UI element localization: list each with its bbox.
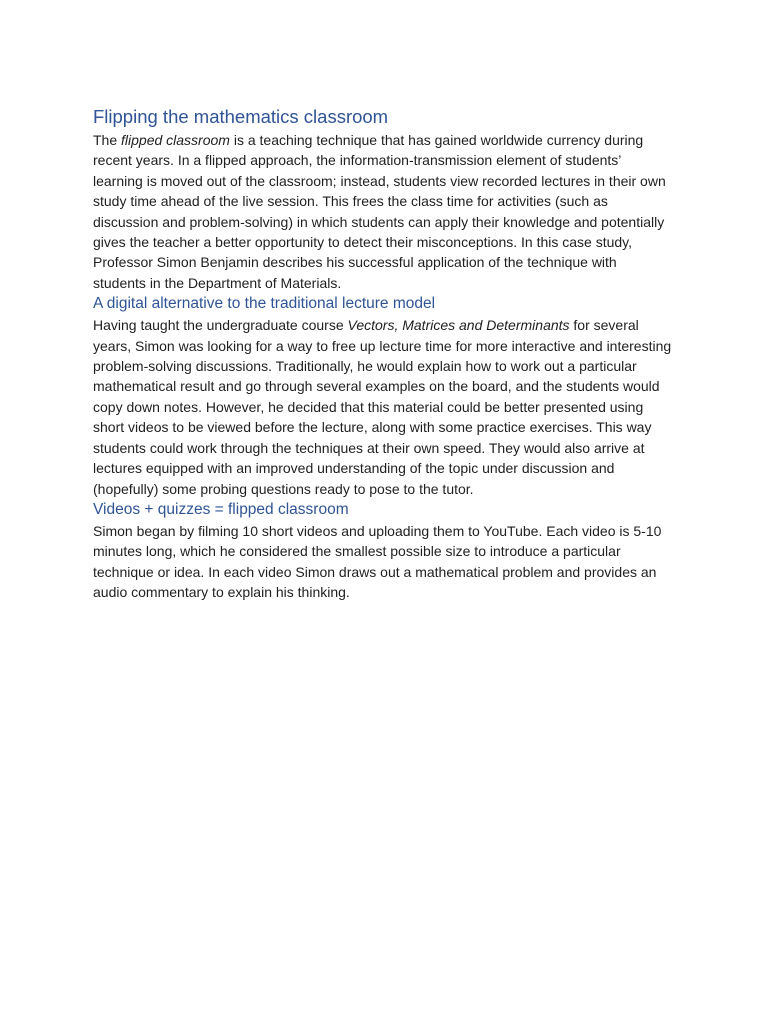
section-heading-videos-quizzes: Videos + quizzes = flipped classroom — [93, 500, 349, 518]
section-heading-digital-alternative: A digital alternative to the traditional lecture model — [93, 295, 436, 313]
document-title: Flipping the mathematics classroom — [93, 106, 389, 127]
intro-text-rest: is a teaching technique that has gained worldwide currency during recent years. In a flipped approach, the information-transmission element of students’ learning is moved out of the classroom; instead, students view recorded lectures in their own study time ahead of the live session. This frees the class time for activities (such as discussion and problem-solving) in which students can apply their knowledge and potentially gives the teacher a better opportunity to detect their misconceptions. In this case study, Professor Simon Benjamin describes his successful application of the technique with students in the Department of Materials. — [93, 132, 666, 291]
document-page — [93, 104, 673, 603]
intro-italic-term: flipped classroom — [121, 132, 230, 148]
intro-text-start: The — [93, 132, 122, 148]
section1-paragraph — [93, 315, 673, 499]
section1-text-rest: for several years, Simon was looking for a way to free up lecture time for more interactive and interesting problem-solving discussions. Traditionally, he would explain how to work out a particular mathematical result and go through several examples on the board, and the students would copy down notes. However, he decided that this material could be better presented using short videos to be viewed before the lecture, along with some practice exercises. This way students could work through the techniques at their own speed. They would also arrive at lectures equipped with an improved understanding of the topic under discussion and (hopefully) some probing questions ready to pose to the tutor. — [93, 317, 672, 497]
section1-text-start: Having taught the undergraduate course — [93, 317, 348, 334]
intro-paragraph — [93, 130, 673, 293]
section1-course-title: Vectors, Matrices and Determinants — [347, 317, 570, 334]
section2-paragraph: Simon began by filming 10 short videos and uploading them to YouTube. Each video is 5-10 minutes long, which he considered the smallest possible size to introduce a particular technique or idea. In each video Simon draws out a mathematical problem and provides an audio commentary to explain his thinking. — [93, 522, 662, 601]
